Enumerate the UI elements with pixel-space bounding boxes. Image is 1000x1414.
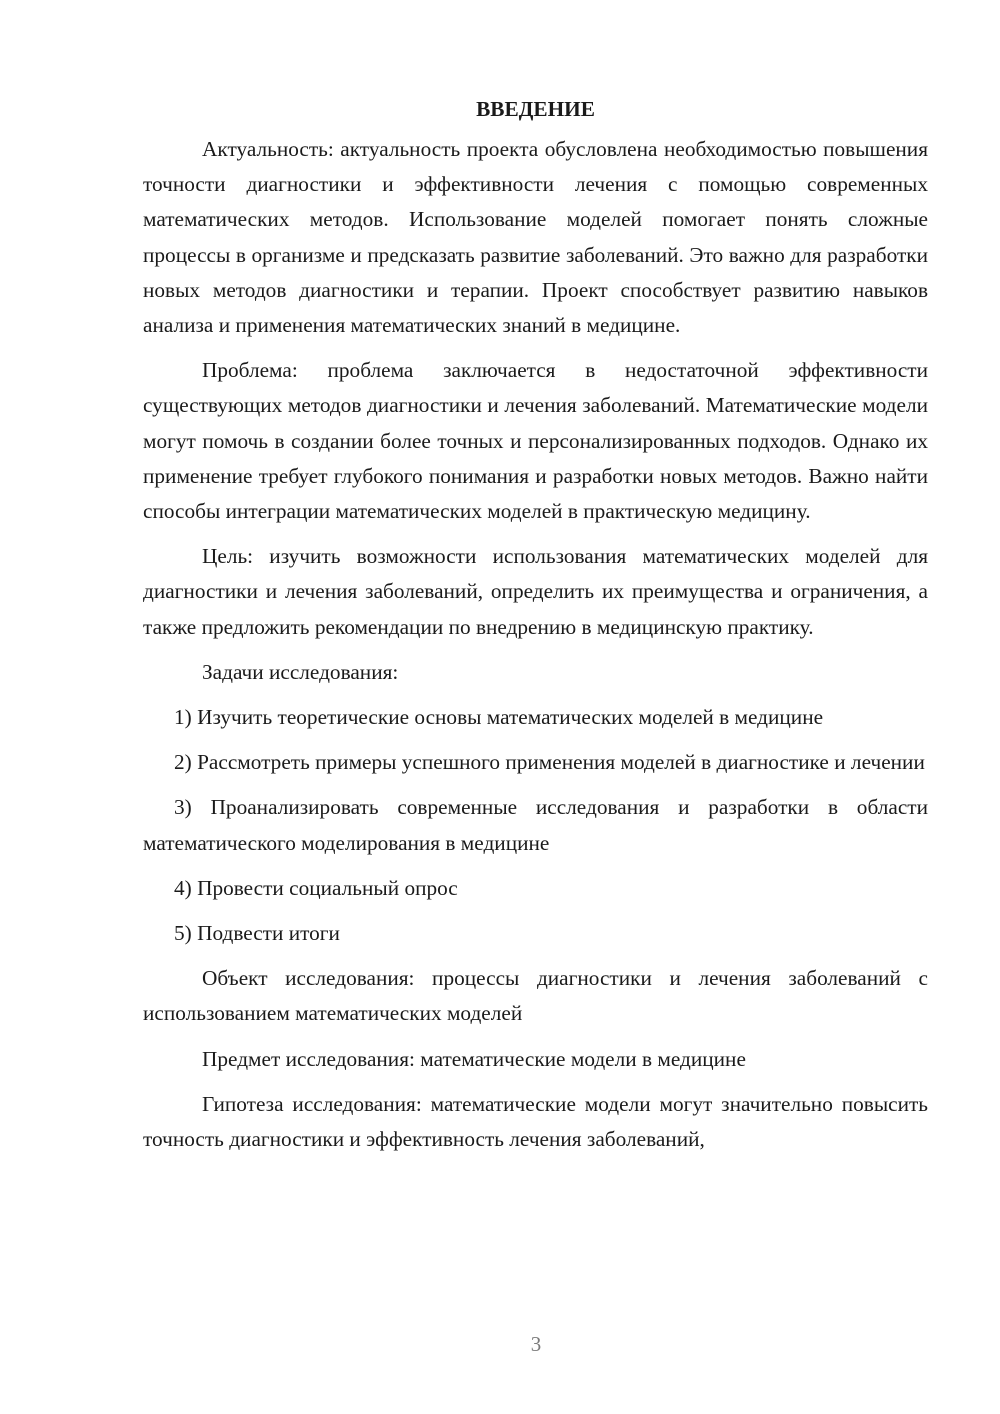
object-paragraph: Объект исследования: процессы диагностики и лечения заболеваний с использованием математических моделей <box>143 966 928 1026</box>
task-item-4: 4) Провести социальный опрос <box>174 875 458 900</box>
task-item-2: 2) Рассмотреть примеры успешного применения моделей в диагностике и лечении <box>174 750 925 775</box>
tasks-heading: Задачи исследования: <box>202 659 399 684</box>
hypothesis-paragraph: Гипотеза исследования: математические модели могут значительно повысить точность диагностики и эффективность лечения заболеваний, <box>143 1091 928 1152</box>
task-item-1: 1) Изучить теоретические основы математических моделей в медицине <box>174 705 824 730</box>
subject-paragraph: Предмет исследования: математические модели в медицине <box>202 1046 746 1071</box>
task-item-3: 3) Проанализировать современные исследования и разработки в области математического моделирования в медицине <box>143 795 928 855</box>
task-item-5: 5) Подвести итоги <box>174 921 340 946</box>
page-number: 3 <box>530 1332 542 1356</box>
goal-paragraph: Цель: изучить возможности использования математических моделей для диагностики и лечения заболеваний, определить их преимущества и ограничения, а также предложить рекомендации по внедрению в медицинскую практику. <box>143 544 928 639</box>
problem-paragraph: Проблема: проблема заключается в недостаточной эффективности существующих методов диагностики и лечения заболеваний. Математические модели могут помочь в создании более точных и персонализированных подходов. Однако их применение требует глубокого понимания и разработки новых методов. Важно найти способы интеграции математических моделей в практическую медицину. <box>143 358 928 524</box>
relevance-paragraph: Актуальность: актуальность проекта обусловлена необходимостью повышения точности диагностики и эффективности лечения с помощью современных математических методов. Использование моделей помогает понять сложные процессы в организме и предсказать развитие заболеваний. Это важно для разработки новых методов диагностики и терапии. Проект способствует развитию навыков анализа и применения математических знаний в медицине. <box>143 137 928 338</box>
page-content <box>143 92 928 1167</box>
section-title: ВВЕДЕНИЕ <box>476 97 595 121</box>
